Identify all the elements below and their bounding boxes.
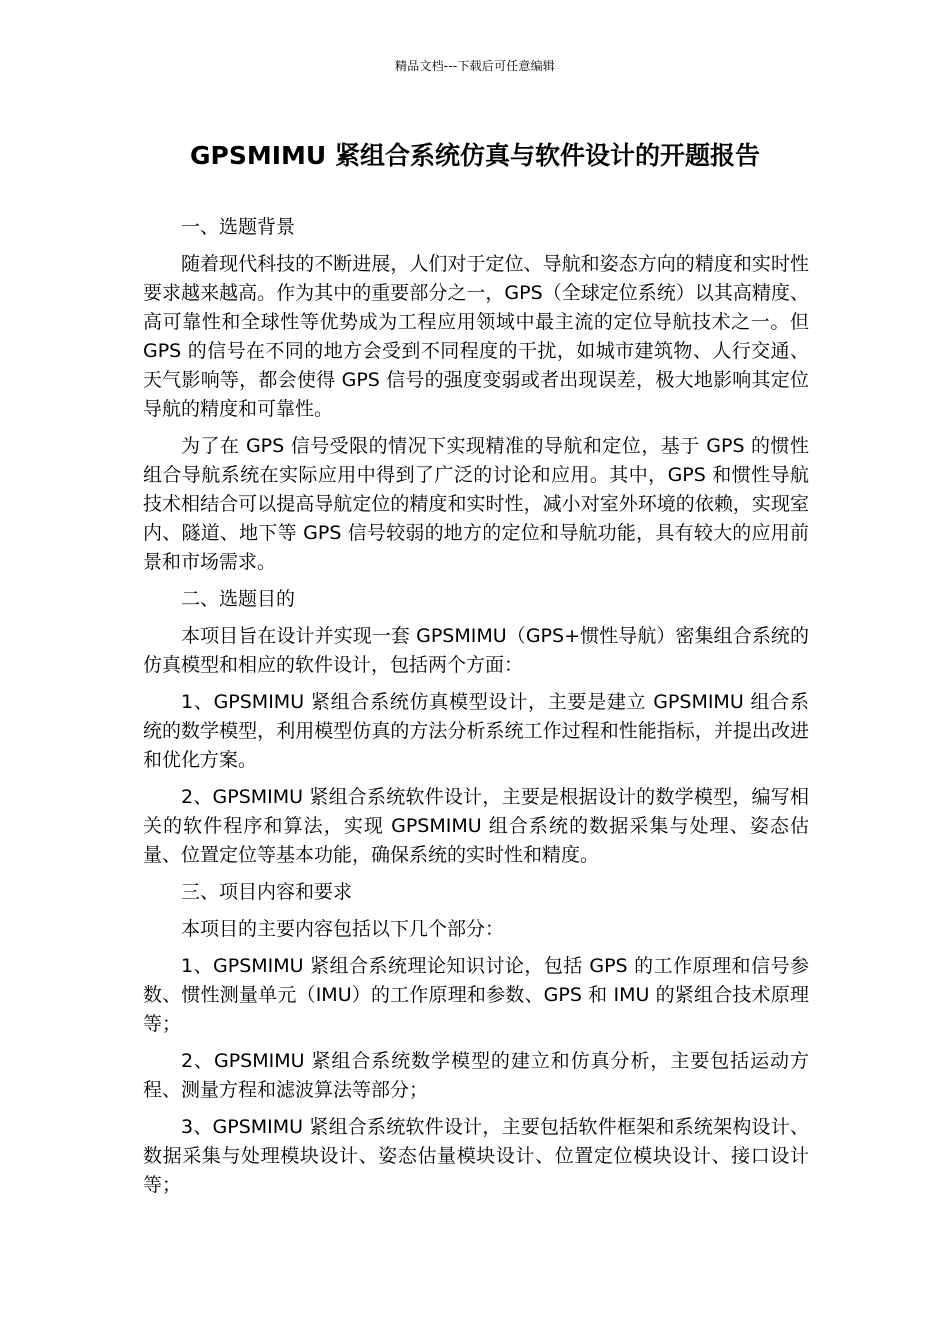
- paragraph: 本项目旨在设计并实现一套 GPSMIMU（GPS+惯性导航）密集组合系统的仿真模型和相应的软件设计，包括两个方面：: [143, 625, 809, 676]
- header-note: 精品文档---下载后可任意编辑: [395, 59, 555, 73]
- paragraph: 本项目的主要内容包括以下几个部分：: [181, 918, 505, 940]
- section-content-requirements: [143, 878, 809, 1200]
- list-item-paragraph: 3、GPSMIMU 紧组合系统软件设计，主要包括软件框架和系统架构设计、数据采集与处理模块设计、姿态估量模块设计、位置定位模块设计、接口设计等；: [143, 1116, 809, 1196]
- section-heading: 三、项目内容和要求: [181, 881, 353, 903]
- paragraph: 随着现代科技的不断进展，人们对于定位、导航和姿态方向的精度和实时性要求越来越高。作为其中的重要部分之一，GPS（全球定位系统）以其高精度、高可靠性和全球性等优势成为工程应用领域中最主流的定位导航技术之一。但 GPS 的信号在不同的地方会受到不同程度的干扰，如城市建筑物、人行交通、天气影响等，都会使得 GPS 信号的强度变弱或者出现误差，极大地影响其定位导航的精度和可靠性。: [143, 253, 809, 420]
- section-heading: 一、选题背景: [181, 216, 296, 238]
- document-title: GPSMIMU 紧组合系统仿真与软件设计的开题报告: [190, 141, 760, 170]
- section-heading: 二、选题目的: [181, 588, 296, 610]
- list-item-paragraph: 2、GPSMIMU 紧组合系统软件设计，主要是根据设计的数学模型，编写相关的软件程序和算法，实现 GPSMIMU 组合系统的数据采集与处理、姿态估量、位置定位等基本功能，确保系统的实时性和精度。: [143, 786, 809, 866]
- list-item-paragraph: 2、GPSMIMU 紧组合系统数学模型的建立和仿真分析，主要包括运动方程、测量方程和滤波算法等部分；: [143, 1050, 809, 1101]
- list-item-paragraph: 1、GPSMIMU 紧组合系统仿真模型设计，主要是建立 GPSMIMU 组合系统的数学模型，利用模型仿真的方法分析系统工作过程和性能指标，并提出改进和优化方案。: [143, 691, 809, 771]
- section-objective: [143, 585, 809, 870]
- paragraph: 为了在 GPS 信号受限的情况下实现精准的导航和定位，基于 GPS 的惯性组合导航系统在实际应用中得到了广泛的讨论和应用。其中，GPS 和惯性导航技术相结合可以提高导航定位的精度和实时性，减小对室外环境的依赖，实现室内、隧道、地下等 GPS 信号较弱的地方的定位和导航功能，具有较大的应用前景和市场需求。: [143, 435, 809, 573]
- list-item-paragraph: 1、GPSMIMU 紧组合系统理论知识讨论，包括 GPS 的工作原理和信号参数、惯性测量单元（IMU）的工作原理和参数、GPS 和 IMU 的紧组合技术原理等；: [143, 955, 809, 1035]
- document-body: [143, 213, 809, 1208]
- section-background: [143, 213, 809, 577]
